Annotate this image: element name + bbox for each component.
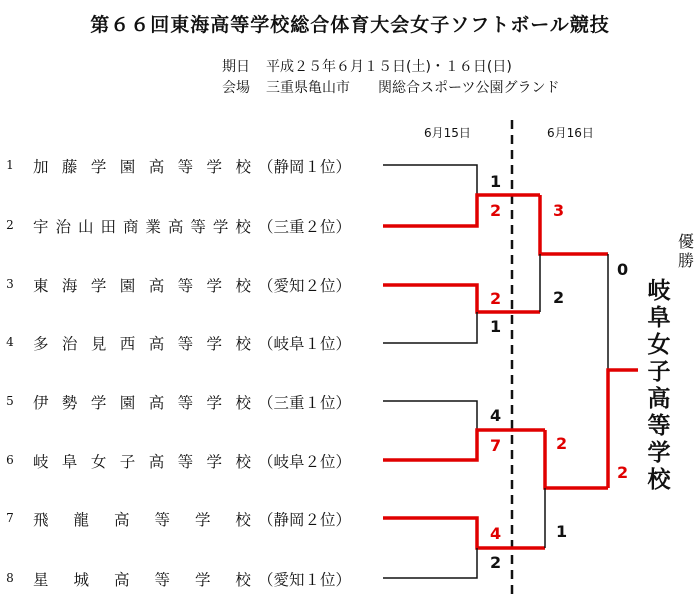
team-name-char: 校 xyxy=(235,277,251,295)
team-name-char: 校 xyxy=(235,218,251,236)
champion-name-char: 子 xyxy=(647,359,671,385)
team-name-char: 学 xyxy=(194,571,211,589)
team-name-char: 子 xyxy=(119,453,136,471)
team-name-char: 飛 xyxy=(33,511,49,529)
team-name-char: 阜 xyxy=(61,453,78,471)
team-name-char: 学 xyxy=(90,394,107,412)
team-name-char: 城 xyxy=(73,571,89,589)
team-name-char: 女 xyxy=(90,453,107,471)
team-name-char: 園 xyxy=(119,394,136,412)
score-r1-m3-top: 4 xyxy=(490,406,502,425)
team-name-char: 園 xyxy=(119,158,136,176)
score-r1-m3-bottom: 7 xyxy=(490,436,502,455)
team-number: 2 xyxy=(6,218,14,232)
score-sf2-bottom: 1 xyxy=(556,522,568,541)
team-name-char: 等 xyxy=(154,511,170,529)
r1-m4-winner-line xyxy=(383,518,545,548)
team-name-char: 高 xyxy=(148,453,165,471)
team-name-char: 等 xyxy=(177,277,194,295)
team-name-char: 学 xyxy=(206,335,223,353)
team-name-char: 星 xyxy=(33,571,49,589)
score-r1-m4-bottom: 2 xyxy=(490,553,502,572)
score-r1-m4-top: 4 xyxy=(490,524,502,543)
champion-label xyxy=(676,232,696,270)
team-name-char: 高 xyxy=(148,335,165,353)
champion-name-char: 高 xyxy=(647,386,671,412)
team-name-char: 田 xyxy=(100,218,116,236)
team-name-char: 宇 xyxy=(33,218,49,236)
champion-name-char: 学 xyxy=(647,440,671,466)
team-name-char: 西 xyxy=(119,335,136,353)
period-label: 期日 xyxy=(222,59,250,75)
team-name-char: 等 xyxy=(177,394,194,412)
team-name-char: 学 xyxy=(206,453,223,471)
sf2-winner-line xyxy=(545,430,608,488)
team-name-char: 多 xyxy=(33,335,49,353)
team-name-char: 学 xyxy=(212,218,229,236)
team-prefecture: （静岡１位） xyxy=(258,158,352,176)
team-name-char: 等 xyxy=(177,335,194,353)
champion-label-char: 勝 xyxy=(677,251,694,270)
team-name-char: 学 xyxy=(206,277,223,295)
team-number: 3 xyxy=(6,277,14,291)
team-prefecture: （愛知１位） xyxy=(258,571,352,589)
date-day1: 6月15日 xyxy=(424,126,471,140)
team-name-char: 等 xyxy=(154,571,170,589)
team-name-char: 見 xyxy=(90,335,107,353)
team-name-char: 園 xyxy=(119,277,136,295)
team-name-char: 高 xyxy=(113,571,130,589)
sf1-winner-line xyxy=(540,195,608,254)
team-name-char: 校 xyxy=(235,335,251,353)
team-number: 8 xyxy=(6,571,14,585)
champion-name-char: 岐 xyxy=(647,278,671,304)
team-name-char: 校 xyxy=(235,511,251,529)
team-name-char: 業 xyxy=(145,218,161,236)
r1-m3-winner-line xyxy=(383,430,545,460)
team-name-char: 校 xyxy=(235,571,251,589)
date-day2: 6月16日 xyxy=(547,126,594,140)
team-name-char: 高 xyxy=(148,394,165,412)
team-name-char: 校 xyxy=(235,158,251,176)
champion-name-char: 等 xyxy=(647,413,671,439)
score-sf2-top: 2 xyxy=(556,434,568,453)
team-name-char: 勢 xyxy=(61,394,78,412)
team-name-char: 治 xyxy=(61,335,78,353)
score-r1-m1-bottom: 2 xyxy=(490,201,502,220)
team-name-char: 東 xyxy=(33,277,49,295)
team-prefecture: （三重２位） xyxy=(258,218,352,236)
score-sf1-top: 3 xyxy=(553,201,565,220)
score-r1-m2-top: 2 xyxy=(490,289,502,308)
score-r1-m2-bottom: 1 xyxy=(490,317,502,336)
team-name-char: 校 xyxy=(235,453,251,471)
champion-label-char: 優 xyxy=(677,232,694,251)
period-value: 平成２５年６月１５日(土)・１６日(日) xyxy=(266,59,512,75)
team-number: 1 xyxy=(6,158,14,172)
team-number: 4 xyxy=(6,335,14,349)
champion-name-char: 阜 xyxy=(647,305,671,331)
r1-m2-loser-line xyxy=(383,312,477,343)
team-name-char: 等 xyxy=(177,453,194,471)
team-name-char: 伊 xyxy=(33,394,49,412)
r1-m1-loser-line xyxy=(383,165,477,195)
team-prefecture: （静岡２位） xyxy=(258,511,352,529)
team-name-char: 岐 xyxy=(33,453,49,471)
team-number: 7 xyxy=(6,511,14,525)
team-name-char: 学 xyxy=(90,277,107,295)
team-name-char: 高 xyxy=(148,277,165,295)
score-r1-m1-top: 1 xyxy=(490,172,502,191)
team-name-char: 高 xyxy=(148,158,165,176)
team-name-char: 治 xyxy=(55,218,71,236)
team-name-char: 学 xyxy=(206,158,223,176)
team-name-char: 藤 xyxy=(61,158,78,176)
venue-label: 会場 xyxy=(222,80,250,96)
team-name-char: 商 xyxy=(122,218,139,236)
team-name-char: 等 xyxy=(177,158,194,176)
team-name-char: 龍 xyxy=(73,511,89,529)
team-prefecture: （三重１位） xyxy=(258,394,352,412)
team-name-char: 校 xyxy=(235,394,251,412)
r1-m2-winner-line xyxy=(383,285,540,312)
r1-m3-loser-line xyxy=(383,401,477,430)
champion-name xyxy=(645,278,673,494)
team-name-char: 学 xyxy=(206,394,223,412)
team-prefecture: （岐阜１位） xyxy=(258,335,352,353)
team-name-char: 加 xyxy=(33,158,49,176)
team-name-char: 海 xyxy=(61,277,78,295)
team-name-char: 学 xyxy=(194,511,211,529)
team-number: 5 xyxy=(6,394,14,408)
team-name-char: 山 xyxy=(77,218,94,236)
r1-m4-loser-line xyxy=(383,548,477,578)
team-prefecture: （岐阜２位） xyxy=(258,453,352,471)
score-final-bottom: 2 xyxy=(617,463,629,482)
team-number: 6 xyxy=(6,453,14,467)
team-name-char: 高 xyxy=(167,218,184,236)
team-name-char: 等 xyxy=(190,218,206,236)
venue-value: 三重県亀山市 関総合スポーツ公園グランド xyxy=(266,80,560,96)
team-name-char: 学 xyxy=(90,158,107,176)
score-final-top: 0 xyxy=(617,260,629,279)
team-name-char: 高 xyxy=(113,511,130,529)
r1-m1-winner-line xyxy=(383,195,540,226)
score-sf1-bottom: 2 xyxy=(553,288,565,307)
page-title: 第６６回東海高等学校総合体育大会女子ソフトボール競技 xyxy=(90,14,610,36)
team-prefecture: （愛知２位） xyxy=(258,277,352,295)
champion-name-char: 女 xyxy=(647,332,671,358)
champion-name-char: 校 xyxy=(647,467,671,493)
